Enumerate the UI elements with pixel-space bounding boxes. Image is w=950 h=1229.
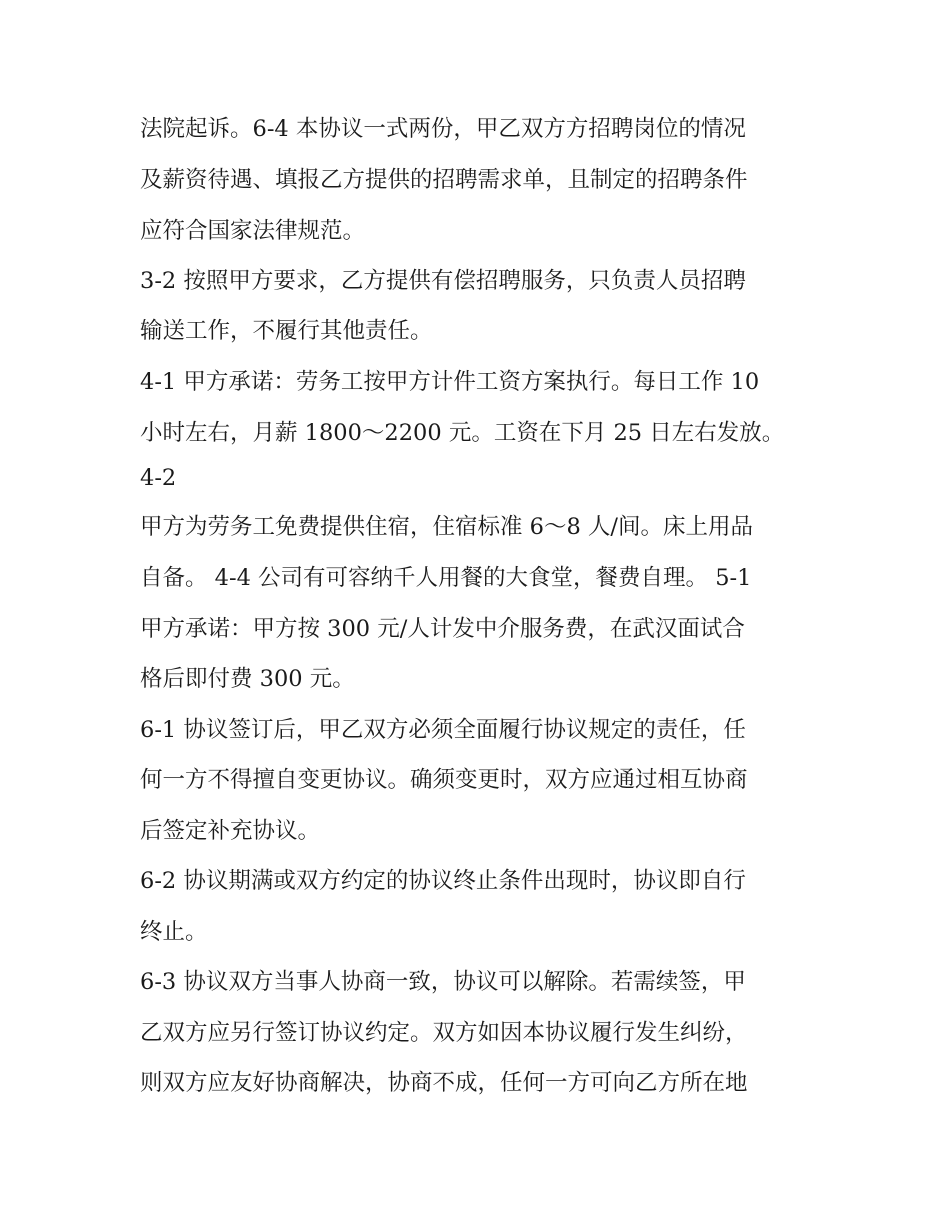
text-line: 终止。 (140, 919, 208, 945)
text-line: 应符合国家法律规范。 (140, 218, 366, 244)
text-line: 3-2 按照甲方要求，乙方提供有偿招聘服务，只负责人员招聘 (140, 268, 746, 294)
text-line: 输送工作，不履行其他责任。 (140, 318, 433, 344)
text-line: 后签定补充协议。 (140, 818, 321, 844)
text-line: 4-1 甲方承诺：劳务工按甲方计件工资方案执行。每日工作 10 (140, 369, 760, 395)
text-line: 乙双方应另行签订协议约定。双方如因本协议履行发生纠纷， (140, 1020, 748, 1046)
text-line: 法院起诉。6-4 本协议一式两份，甲乙双方方招聘岗位的情况 (140, 116, 746, 142)
text-line: 格后即付费 300 元。 (140, 666, 355, 692)
text-line: 小时左右，月薪 1800～2200 元。工资在下月 25 日左右发放。 (140, 420, 785, 446)
text-line: 6-1 协议签订后，甲乙双方必须全面履行协议规定的责任，任 (140, 717, 746, 743)
text-line: 4-2 (140, 465, 177, 491)
text-line: 及薪资待遇、填报乙方提供的招聘需求单，且制定的招聘条件 (140, 167, 748, 193)
text-line: 甲方为劳务工免费提供住宿，住宿标准 6～8 人/间。床上用品 (140, 514, 754, 540)
text-line: 6-3 协议双方当事人协商一致，协议可以解除。若需续签，甲 (140, 969, 746, 995)
text-line: 何一方不得擅自变更协议。确须变更时，双方应通过相互协商 (140, 767, 748, 793)
text-line: 6-2 协议期满或双方约定的协议终止条件出现时，协议即自行 (140, 868, 746, 894)
text-line: 甲方承诺：甲方按 300 元/人计发中介服务费，在武汉面试合 (140, 616, 745, 642)
text-line: 自备。 4-4 公司有可容纳千人用餐的大食堂，餐费自理。 5-1 (140, 565, 752, 591)
text-line: 则双方应友好协商解决，协商不成，任何一方可向乙方所在地 (140, 1070, 748, 1096)
